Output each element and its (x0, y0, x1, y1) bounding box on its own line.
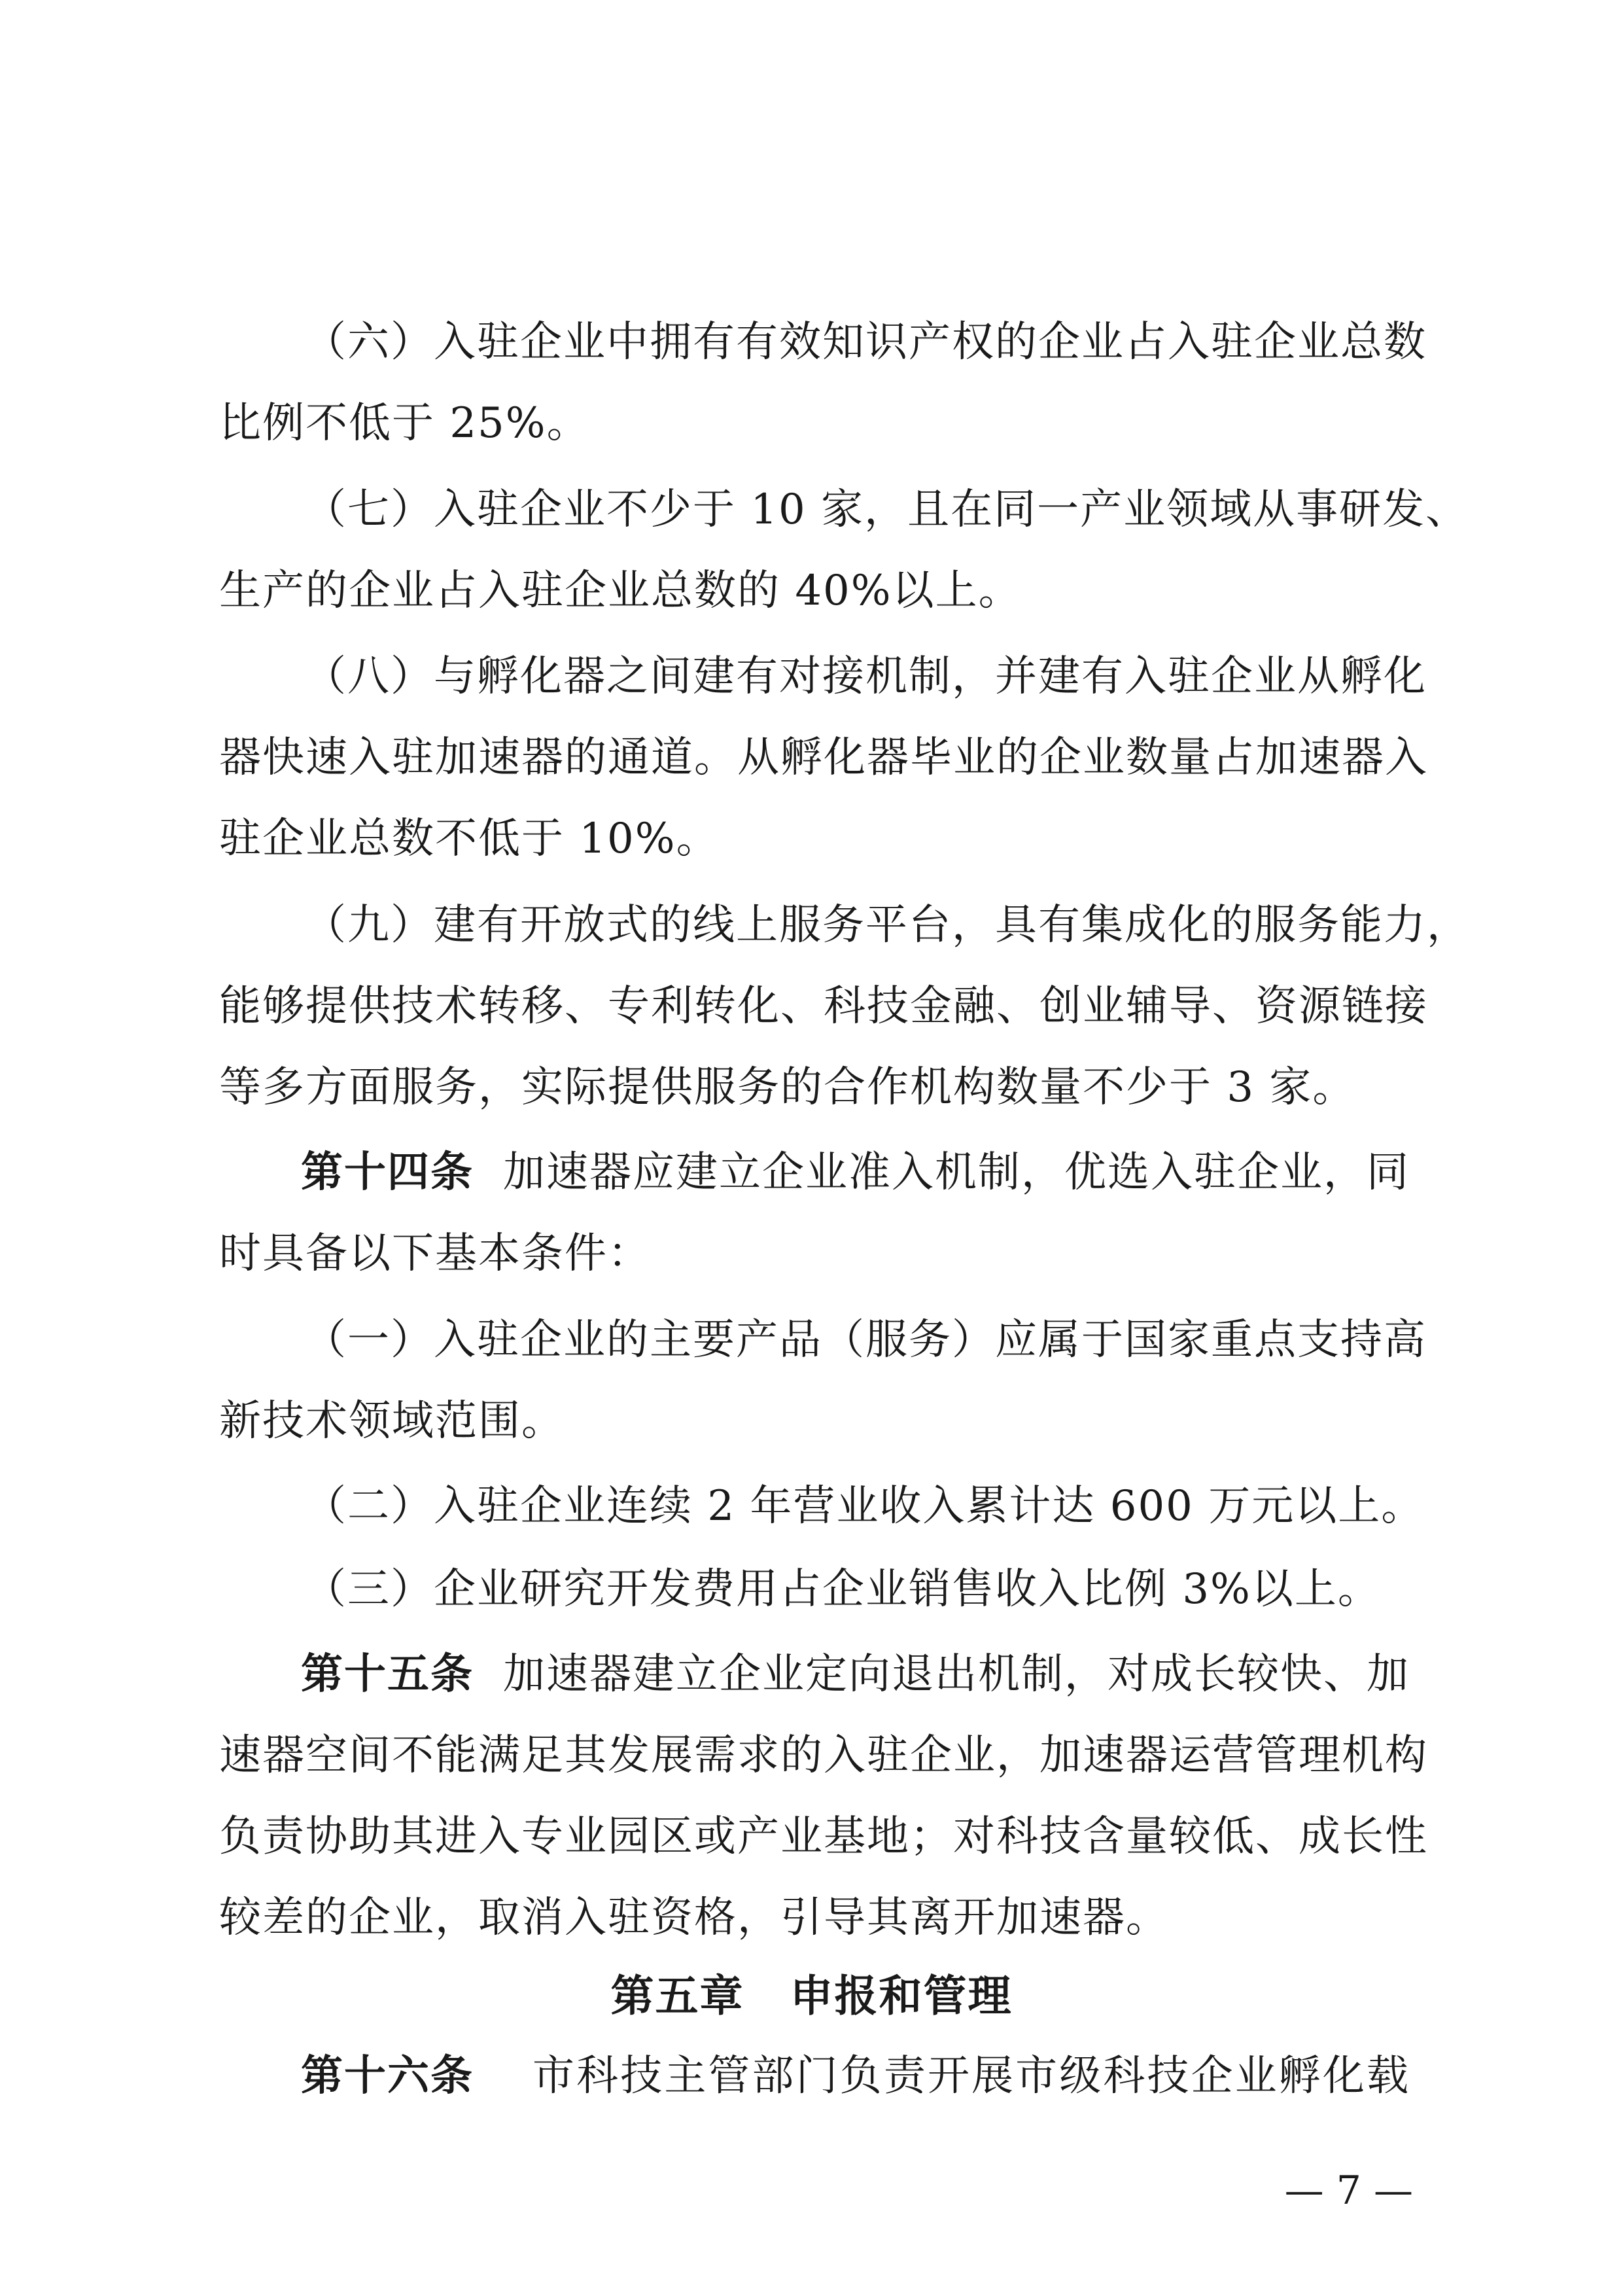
text-line: （六）入驻企业中拥有有效知识产权的企业占入驻企业总数 (304, 318, 1427, 366)
text-line: 时具备以下基本条件： (219, 1229, 651, 1278)
article-text: 市科技主管部门负责开展市级科技企业孵化载 (532, 2052, 1410, 2100)
text-line: 能够提供技术转移、专利转化、科技金融、创业辅导、资源链接 (219, 982, 1428, 1031)
chapter-number: 第五章 (610, 1971, 744, 2021)
article-text: 加速器建立企业定向退出机制，对成长较快、加 (503, 1650, 1410, 1699)
text-line: 驻企业总数不低于 10%。 (219, 815, 720, 863)
article-title: 第十五条 (301, 1650, 474, 1699)
article-15 (301, 1645, 1410, 1704)
text-line: （七）入驻企业不少于 10 家，且在同一产业领域从事研发、 (304, 486, 1469, 534)
text-line: 负责协助其进入专业园区或产业基地；对科技含量较低、成长性 (219, 1812, 1428, 1861)
text-line: （八）与孵化器之间建有对接机制，并建有入驻企业从孵化 (304, 652, 1427, 701)
chapter-heading (0, 1967, 1623, 2026)
text-line: （一）入驻企业的主要产品（服务）应属于国家重点支持高 (304, 1316, 1427, 1364)
text-line: 速器空间不能满足其发展需求的入驻企业，加速器运营管理机构 (219, 1731, 1428, 1780)
article-title: 第十四条 (301, 1148, 474, 1197)
article-text: 加速器应建立企业准入机制，优选入驻企业，同 (503, 1148, 1410, 1197)
text-line: 生产的企业占入驻企业总数的 40%以上。 (219, 567, 1022, 615)
article-14 (301, 1143, 1410, 1202)
text-line: （二）入驻企业连续 2 年营业收入累计达 600 万元以上。 (304, 1482, 1425, 1530)
chapter-title: 申报和管理 (790, 1971, 1013, 2021)
article-16 (301, 2047, 1410, 2106)
text-line: 新技术领域范围。 (219, 1397, 565, 1445)
text-line: 比例不低于 25%。 (219, 399, 590, 448)
article-title: 第十六条 (301, 2052, 474, 2100)
text-line: （三）企业研究开发费用占企业销售收入比例 3%以上。 (304, 1565, 1381, 1614)
text-line: 器快速入驻加速器的通道。从孵化器毕业的企业数量占加速器入 (219, 733, 1428, 782)
text-line: （九）建有开放式的线上服务平台，具有集成化的服务能力， (304, 901, 1470, 949)
text-line: 等多方面服务，实际提供服务的合作机构数量不少于 3 家。 (219, 1063, 1356, 1112)
text-line: 较差的企业，取消入驻资格，引导其离开加速器。 (219, 1894, 1169, 1942)
page-number: — 7 — (1284, 2168, 1413, 2214)
